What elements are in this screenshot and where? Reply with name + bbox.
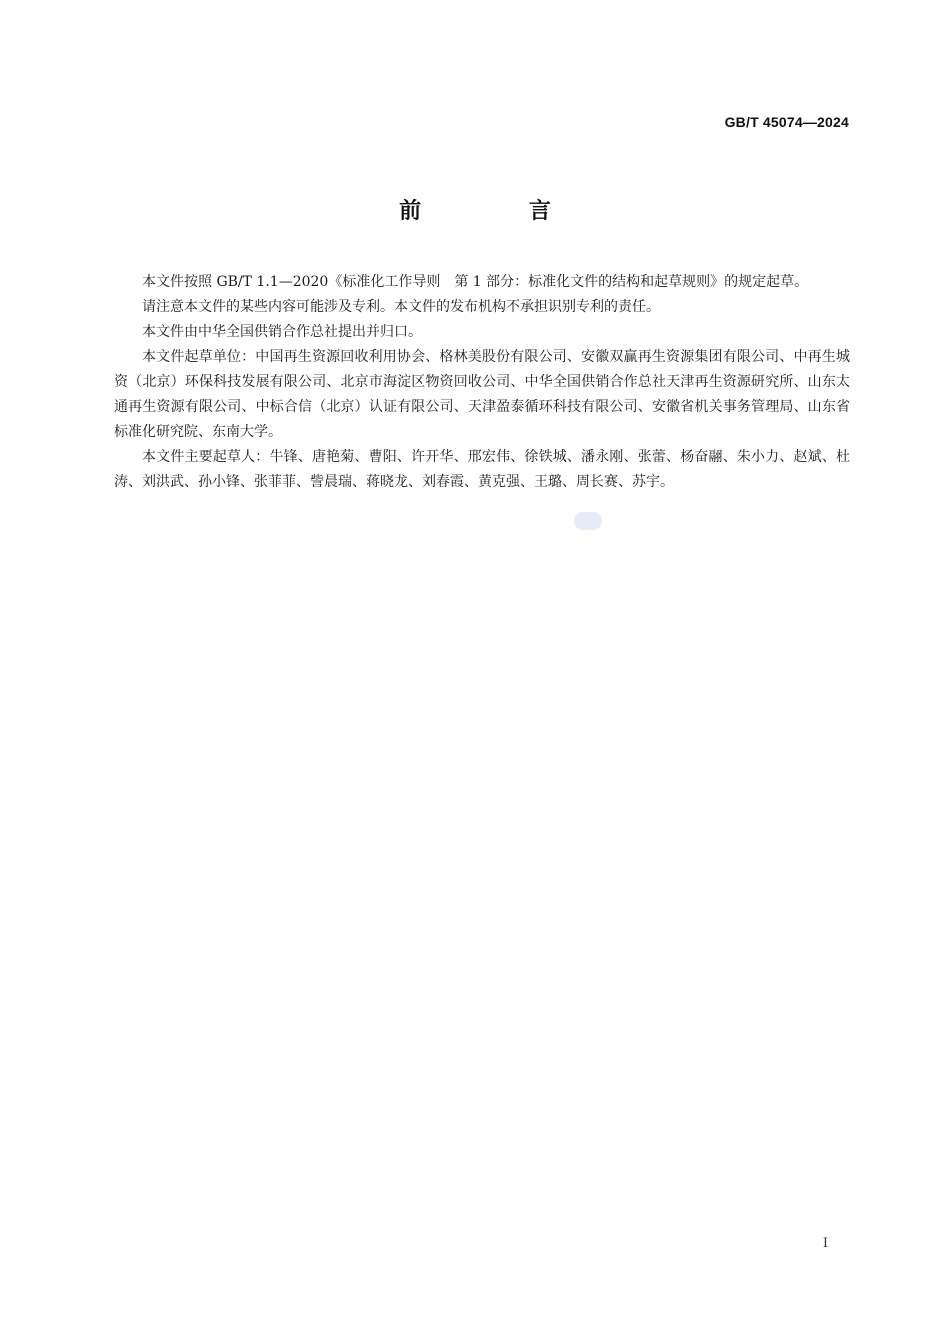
paragraph-proposer: 本文件由中华全国供销合作总社提出并归口。 — [142, 324, 422, 340]
paragraph-drafting-rules: 本文件按照 GB/T 1.1—2020《标准化工作导则 第 1 部分：标准化文件的结构和起草规则》的规定起草。 — [142, 274, 809, 290]
paragraph-patent-notice: 请注意本文件的某些内容可能涉及专利。本文件的发布机构不承担识别专利的责任。 — [142, 299, 660, 315]
foreword-body — [114, 270, 850, 495]
page-title: 前 言 — [399, 199, 601, 224]
page-number: I — [822, 1236, 828, 1251]
standard-number: GB/T 45074—2024 — [724, 114, 849, 130]
watermark-logo — [574, 512, 602, 530]
paragraph-main-drafters: 本文件主要起草人：牛锋、唐艳菊、曹阳、许开华、邢宏伟、徐铁城、潘永刚、张蕾、杨奋翮、朱小力、赵斌、杜涛、刘洪武、孙小锋、张菲菲、訾晨瑞、蒋晓龙、刘春霞、黄克强、王璐、周长赛、苏宇。 — [114, 449, 850, 490]
paragraph-drafting-units: 本文件起草单位：中国再生资源回收利用协会、格林美股份有限公司、安徽双赢再生资源集团有限公司、中再生城资（北京）环保科技发展有限公司、北京市海淀区物资回收公司、中华全国供销合作总社天津再生资源研究所、山东太通再生资源有限公司、中标合信（北京）认证有限公司、天津盈泰循环科技有限公司、安徽省机关事务管理局、山东省标准化研究院、东南大学。 — [114, 349, 850, 440]
